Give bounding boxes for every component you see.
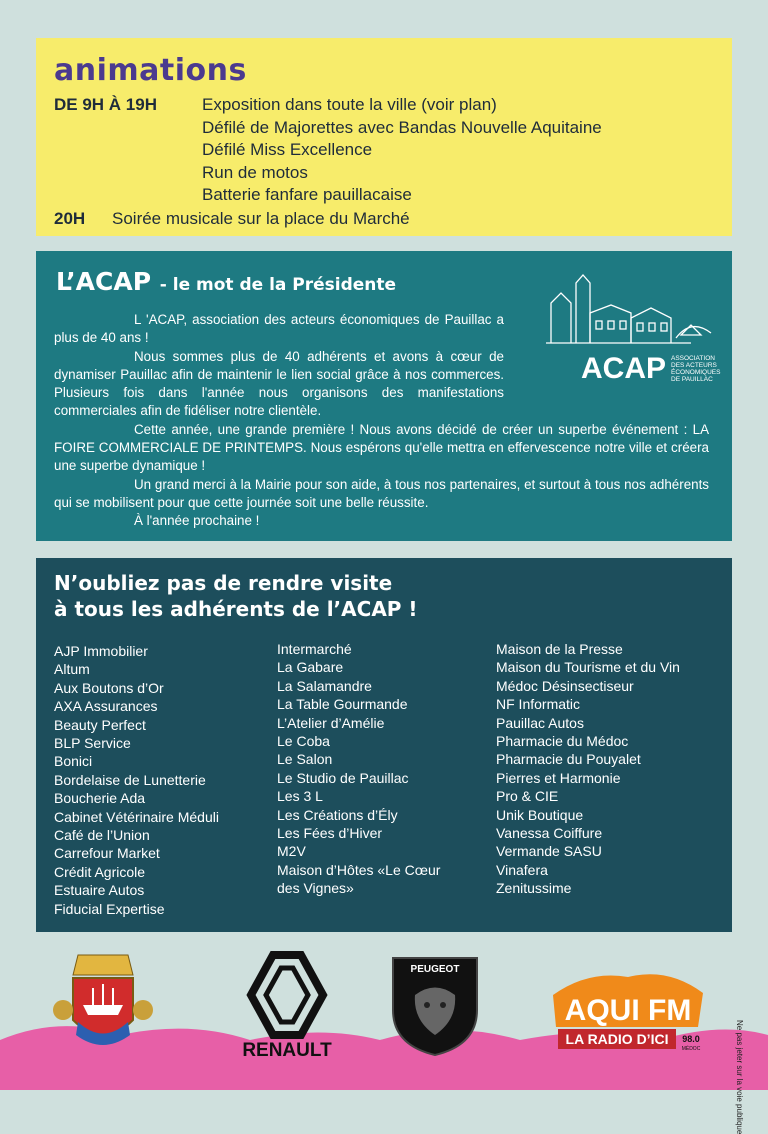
member-item: Aux Boutons d’Or bbox=[54, 679, 164, 696]
members-panel bbox=[36, 558, 732, 932]
activity-item: Défilé de Majorettes avec Bandas Nouvelle Aquitaine bbox=[202, 117, 602, 137]
renault-text: RENAULT bbox=[242, 1040, 332, 1060]
message-p5: À l'année prochaine ! bbox=[134, 513, 260, 529]
member-item: Maison d’Hôtes «Le Cœur bbox=[277, 861, 441, 878]
member-item: Les 3 L bbox=[277, 788, 323, 805]
member-item: Boucherie Ada bbox=[54, 790, 146, 807]
side-note-text: Ne pas jeter sur la voie publique bbox=[735, 1020, 744, 1134]
logo-tag3: ÉCONOMIQUES bbox=[671, 369, 721, 376]
member-item: Bonici bbox=[54, 753, 93, 770]
aqui-tagline: LA RADIO D’ICI bbox=[565, 1031, 669, 1047]
member-item: M2V bbox=[277, 843, 306, 860]
acap-panel bbox=[36, 251, 732, 541]
member-item: Beauty Perfect bbox=[54, 716, 146, 733]
message-p4: Un grand merci à la Mairie pour son aide, à tous nos partenaires, et surtout à tous nos adhérents qui se mobilisent pour que cette journée soit une belle réussite. bbox=[54, 476, 709, 510]
member-item: Crédit Agricole bbox=[54, 863, 146, 880]
aqui-fm-logo bbox=[548, 965, 708, 1055]
renault-logo bbox=[225, 950, 350, 1060]
member-item: des Vignes» bbox=[277, 880, 354, 897]
logo-tag1: ASSOCIATION bbox=[671, 355, 715, 362]
aqui-fm-text: AQUI FM bbox=[564, 994, 692, 1027]
activity-item: Batterie fanfare pauillacaise bbox=[202, 185, 412, 204]
logo-word: ACAP bbox=[581, 352, 667, 385]
message-p1: L 'ACAP, association des acteurs économiques de Pauillac a plus de 40 ans ! bbox=[54, 312, 504, 346]
activity-item: Défilé Miss Excellence bbox=[202, 140, 373, 159]
member-item: La Gabare bbox=[277, 659, 344, 676]
schedule-row-evening bbox=[54, 208, 714, 230]
schedule-row-day bbox=[54, 94, 714, 207]
activity-item: Run de motos bbox=[202, 162, 308, 182]
pauillac-coat-of-arms bbox=[48, 950, 158, 1060]
member-item: Pierres et Harmonie bbox=[496, 769, 621, 786]
member-item: Unik Boutique bbox=[496, 806, 584, 823]
member-item: BLP Service bbox=[54, 735, 131, 752]
member-item: Médoc Désinsectiseur bbox=[496, 677, 634, 694]
member-item: NF Informatic bbox=[496, 696, 581, 713]
members-column-1 bbox=[54, 642, 219, 918]
member-item: Café de l’Union bbox=[54, 827, 150, 844]
member-item: Fiducial Expertise bbox=[54, 900, 165, 917]
acap-heading bbox=[56, 267, 396, 300]
acap-logo bbox=[541, 263, 721, 393]
members-column-2 bbox=[277, 640, 440, 898]
members-column-3 bbox=[496, 640, 680, 898]
acap-title: L’ACAP bbox=[56, 267, 152, 296]
acap-subtitle: - le mot de la Présidente bbox=[159, 275, 397, 295]
member-item: Les Créations d’Ély bbox=[277, 806, 398, 823]
member-item: Maison du Tourisme et du Vin bbox=[496, 659, 680, 676]
peugeot-text: PEUGEOT bbox=[410, 964, 460, 975]
logo-tag2: DES ACTEURS bbox=[671, 362, 717, 369]
logo-tag4: DE PAUILLAC bbox=[671, 376, 713, 383]
member-item: Cabinet Vétérinaire Méduli bbox=[54, 808, 219, 825]
member-item: Zenitussime bbox=[496, 880, 572, 897]
members-title-line2: à tous les adhérents de l’ACAP ! bbox=[54, 597, 418, 621]
member-item: Le Coba bbox=[277, 733, 330, 750]
evening-activity: Soirée musicale sur la place du Marché bbox=[112, 208, 410, 228]
member-item: Pharmacie du Médoc bbox=[496, 733, 629, 750]
member-item: Pharmacie du Pouyalet bbox=[496, 751, 641, 768]
member-item: Bordelaise de Lunetterie bbox=[54, 771, 206, 788]
member-item: AXA Assurances bbox=[54, 698, 158, 715]
member-item: AJP Immobilier bbox=[54, 643, 148, 659]
member-item: Estuaire Autos bbox=[54, 882, 145, 899]
member-item: Le Salon bbox=[277, 751, 333, 768]
member-item: Le Studio de Pauillac bbox=[277, 769, 409, 786]
message-p2: Nous sommes plus de 40 adhérents et avons à cœur de dynamiser Pauillac afin de maintenir le lien social grâce à nos commerces. Plusieurs fois dans l'année nous organisons des manifestations commerciales afin de fidéliser notre clientèle. bbox=[54, 348, 504, 419]
member-item: Altum bbox=[54, 661, 90, 678]
day-time: DE 9H À 19H bbox=[54, 95, 157, 114]
members-heading bbox=[54, 570, 418, 622]
member-item: Les Fées d’Hiver bbox=[277, 825, 383, 842]
peugeot-logo bbox=[385, 950, 485, 1060]
member-item: Maison de la Presse bbox=[496, 641, 623, 657]
members-title-line1: N’oubliez pas de rendre visite bbox=[54, 571, 393, 595]
member-item: Pro & CIE bbox=[496, 788, 559, 805]
side-note bbox=[735, 870, 764, 1134]
member-item: Intermarché bbox=[277, 641, 352, 657]
member-item: Pauillac Autos bbox=[496, 714, 584, 731]
member-item: Carrefour Market bbox=[54, 845, 160, 862]
animations-panel bbox=[36, 38, 732, 236]
member-item: La Salamandre bbox=[277, 677, 372, 694]
day-activities bbox=[202, 94, 602, 207]
evening-time: 20H bbox=[54, 208, 86, 228]
aqui-frequency: 98.0 bbox=[682, 1034, 700, 1044]
member-item: Vermande SASU bbox=[496, 843, 602, 860]
message-p3: Cette année, une grande première ! Nous avons décidé de créer un superbe événement : LA FOIRE COMMERCIALE DE PRINTEMPS. Nous espérons qu'elle mettra en effervescence notre ville et créera une superbe dynamique ! bbox=[54, 421, 709, 474]
activity-item: Exposition dans toute la ville (voir plan) bbox=[202, 95, 497, 114]
member-item: Vanessa Coiffure bbox=[496, 825, 603, 842]
member-item: La Table Gourmande bbox=[277, 696, 408, 713]
animations-title: animations bbox=[54, 53, 247, 88]
member-item: Vinafera bbox=[496, 861, 548, 878]
member-item: L’Atelier d’Amélie bbox=[277, 714, 385, 731]
aqui-region: MÉDOC bbox=[681, 1046, 701, 1052]
